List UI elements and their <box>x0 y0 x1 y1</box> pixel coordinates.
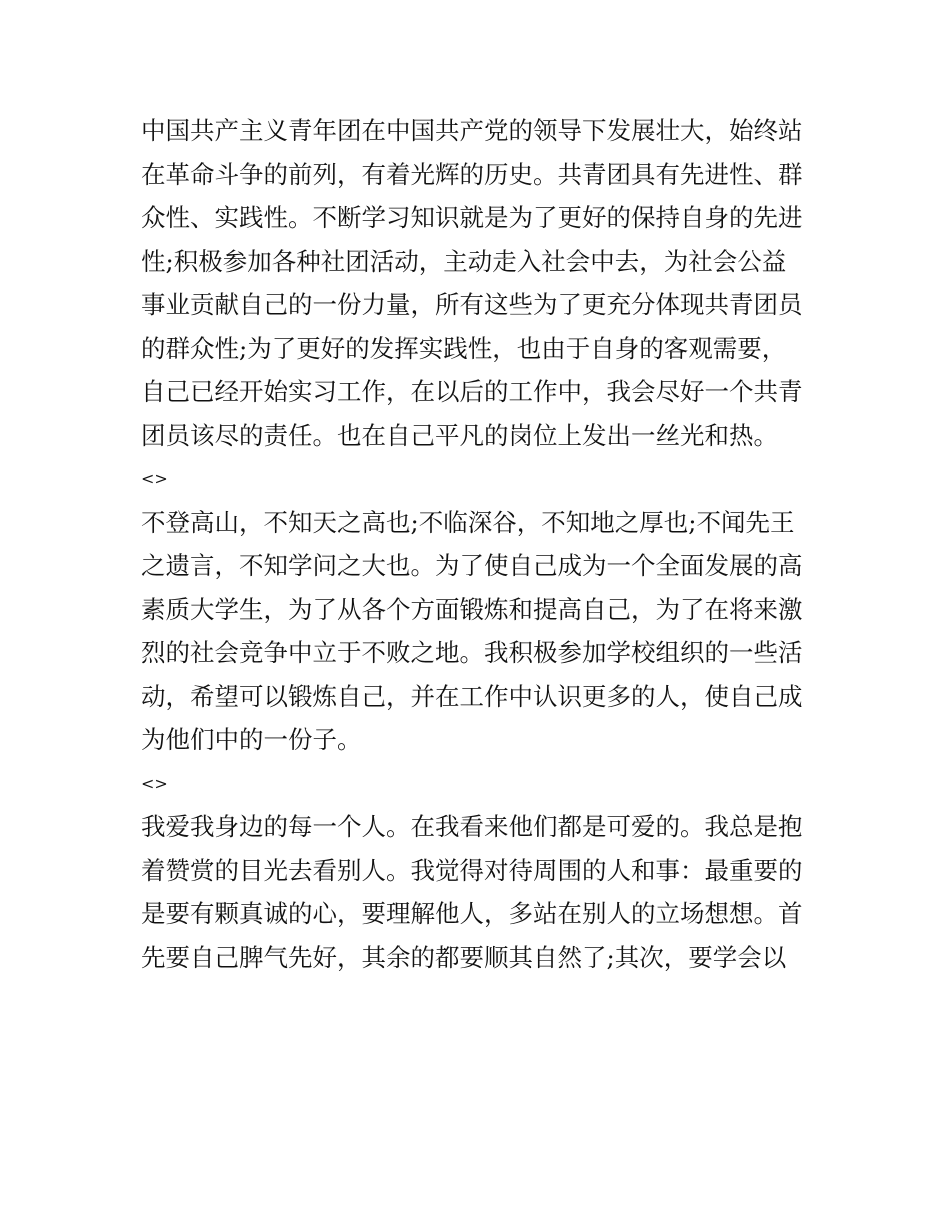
paragraph-2 <box>141 502 821 762</box>
document-body <box>141 110 821 980</box>
text-line: 团员该尽的责任。也在自己平凡的岗位上发出一丝光和热。 <box>141 420 778 450</box>
text-line: 我爱我身边的每一个人。在我看来他们都是可爱的。我总是抱 <box>141 812 803 841</box>
text-line: 在革命斗争的前列，有着光辉的历史。共青团具有先进性、群 <box>141 159 803 189</box>
text-line: 自己已经开始实习工作，在以后的工作中，我会尽好一个共青 <box>141 377 803 406</box>
text-line: 不登高山，不知天之高也;不临深谷，不知地之厚也;不闻先王 <box>141 507 795 537</box>
text-line: 是要有颗真诚的心，要理解他人，多站在别人的立场想想。首 <box>141 899 803 928</box>
text-line: 动，希望可以锻炼自己，并在工作中认识更多的人，使自己成 <box>141 681 803 711</box>
paragraph-3 <box>141 806 821 979</box>
text-line: 事业贡献自己的一份力量，所有这些为了更充分体现共青团员 <box>141 290 803 319</box>
text-line: 中国共产主义青年团在中国共产党的领导下发展壮大，始终站 <box>141 116 803 145</box>
text-line: 的群众性;为了更好的发挥实践性，也由于自身的客观需要， <box>141 333 787 363</box>
section-separator: <> <box>141 773 168 793</box>
text-line: 烈的社会竞争中立于不败之地。我积极参加学校组织的一些活 <box>141 638 803 667</box>
text-line: 性;积极参加各种社团活动，主动走入社会中去，为社会公益 <box>141 246 787 276</box>
section-separator: <> <box>141 469 168 488</box>
text-line: 素质大学生，为了从各个方面锻炼和提高自己，为了在将来激 <box>141 594 803 624</box>
text-line: 之遗言，不知学问之大也。为了使自己成为一个全面发展的高 <box>141 551 803 580</box>
text-line: 着赞赏的目光去看别人。我觉得对待周围的人和事：最重要的 <box>141 855 803 885</box>
text-line: 先要自己脾气先好，其余的都要顺其自然了;其次，要学会以 <box>141 942 787 972</box>
text-line: 众性、实践性。不断学习知识就是为了更好的保持自身的先进 <box>141 203 803 232</box>
paragraph-1 <box>141 110 821 457</box>
text-line: 为他们中的一份子。 <box>141 725 362 754</box>
